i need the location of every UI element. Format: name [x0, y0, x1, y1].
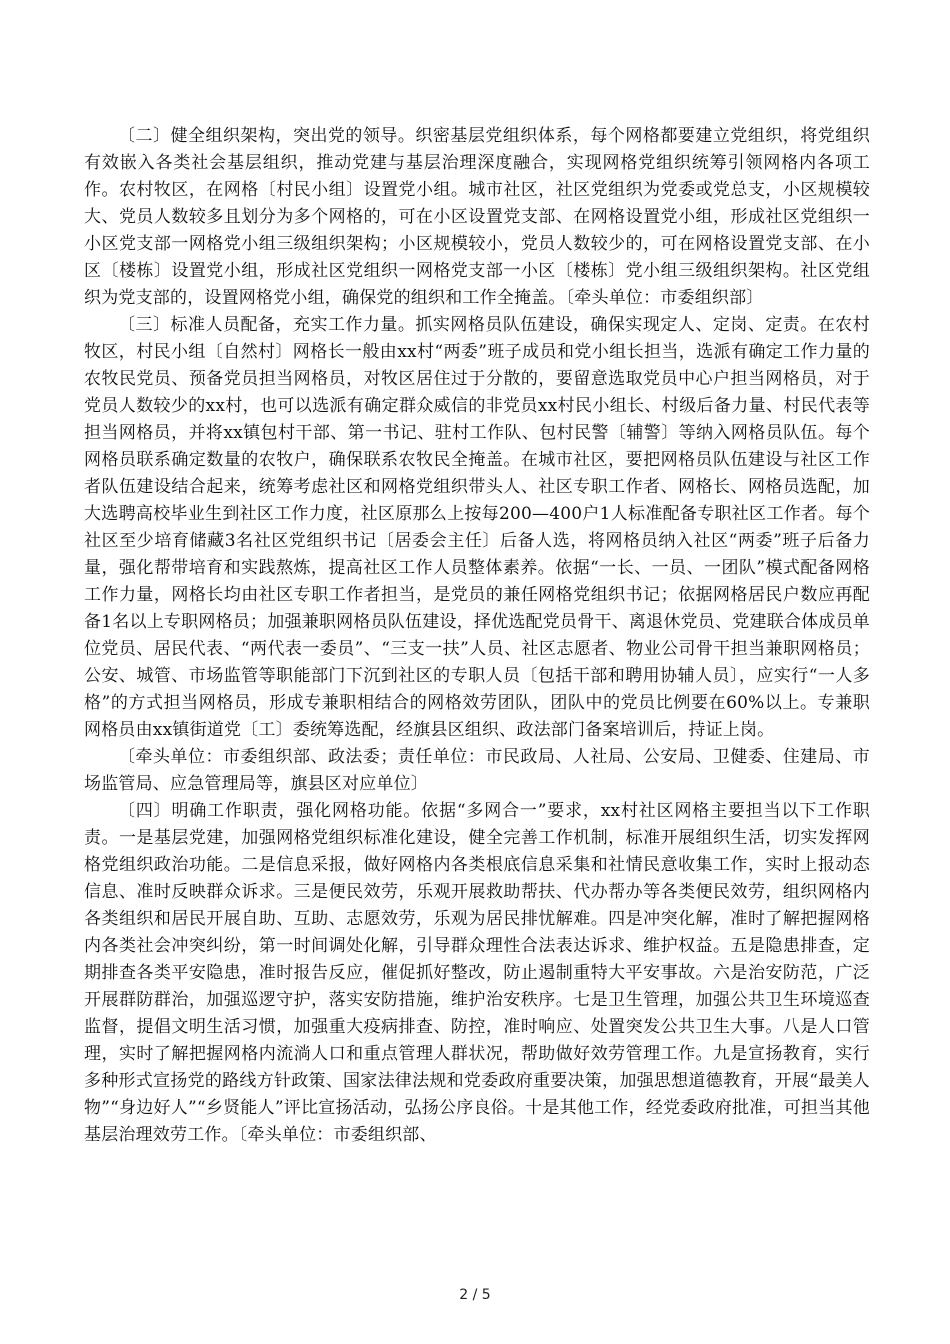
page-number: 2 / 5	[459, 1287, 491, 1303]
paragraph-duties: 〔四〕明确工作职责，强化网格功能。依据“多网合一”要求，xx村社区网格主要担当以下工作职责。一是基层党建，加强网格党组织标准化建设，健全完善工作机制，标准开展组织生活，切实发挥网格党组织政治功能。二是信息采报，做好网格内各类根底信息采集和社情民意收集工作，实时上报动态信息、准时反映群众诉求。三是便民效劳，乐观开展救助帮扶、代办帮办等各类便民效劳，组织网格内各类组织和居民开展自助、互助、志愿效劳，乐观为居民排忧解难。四是冲突化解，准时了解把握网格内各类社会冲突纠纷，第一时间调处化解，引导群众理性合法表达诉求、维护权益。五是隐患排查，定期排查各类平安隐患，准时报告反应，催促抓好整改，防止遏制重特大平安事故。六是治安防范，广泛开展群防群治，加强巡逻守护，落实安防措施，维护治安秩序。七是卫生管理，加强公共卫生环境巡查监督，提倡文明生活习惯，加强重大疫病排查、防控，准时响应、处置突发公共卫生大事。八是人口管理，实时了解把握网格内流淌人口和重点管理人群状况，帮助做好效劳管理工作。九是宣扬教育，实行多种形式宣扬党的路线方针政策、国家法律法规和党委政府重要决策，加强思想道德教育，开展“最美人物”“身边好人”“乡贤能人”评比宣扬活动，弘扬公序良俗。十是其他工作，经党委政府批准，可担当其他基层治理效劳工作。〔牵头单位：市委组织部、	[84, 801, 870, 1145]
paragraph-staffing: 〔三〕标准人员配备，充实工作力量。抓实网格员队伍建设，确保实现定人、定岗、定责。在农村牧区，村民小组〔自然村〕网格长一般由xx村“两委”班子成员和党小组长担当，选派有确定工作力量的农牧民党员、预备党员担当网格员，对牧区居住过于分散的，要留意选取党员中心户担当网格员，对于党员人数较少的xx村，也可以选派有确定群众威信的非党员xx村民小组长、村级后备力量、村民代表等担当网格员，并将xx镇包村干部、第一书记、驻村工作队、包村民警〔辅警〕等纳入网格员队伍。每个网格员联系确定数量的农牧户，确保联系农牧民全掩盖。在城市社区，要把网格员队伍建设与社区工作者队伍建设结合起来，统筹考虑社区和网格党组织带头人、社区专职工作者、网格长、网格员选配，加大选聘高校毕业生到社区工作力度，社区原那么上按每200—400户1人标准配备专职社区工作者。每个社区至少培育储藏3名社区党组织书记〔居委会主任〕后备人选，将网格员纳入社区“两委”班子后备力量，强化帮带培育和实践熬炼，提高社区工作人员整体素养。依据“一长、一员、一团队”模式配备网格工作力量，网格长均由社区专职工作者担当，是党员的兼任网格党组织书记；依据网格居民户数应再配备1名以上专职网格员；加强兼职网格员队伍建设，择优选配党员骨干、离退休党员、党建联合体成员单位党员、居民代表、“两代表一委员”、“三支一扶”人员、社区志愿者、物业公司骨干担当兼职网格员；公安、城管、市场监管等职能部门下沉到社区的专职人员〔包括干部和聘用协辅人员〕，应实行“一人多格”的方式担当网格员，形成专兼职相结合的网格效劳团队，团队中的党员比例要在60%以上。专兼职网格员由xx镇街道党〔工〕委统筹选配，经旗县区组织、政法部门备案培训后，持证上岗。	[84, 315, 870, 740]
paragraph-lead-units: 〔牵头单位：市委组织部、政法委；责任单位：市民政局、人社局、公安局、卫健委、住建局、市场监管局、应急管理局等，旗县区对应单位〕	[84, 747, 870, 794]
paragraph-organization-structure: 〔二〕健全组织架构，突出党的领导。织密基层党组织体系，每个网格都要建立党组织，将党组织有效嵌入各类社会基层组织，推动党建与基层治理深度融合，实现网格党组织统筹引领网格内各项工作。农村牧区，在网格〔村民小组〕设置党小组。城市社区，社区党组织为党委或党总支，小区规模较大、党员人数较多且划分为多个网格的，可在小区设置党支部、在网格设置党小组，形成社区党组织一小区党支部一网格党小组三级组织架构；小区规模较小，党员人数较少的，可在网格设置党支部、在小区〔楼栋〕设置党小组，形成社区党组织一网格党支部一小区〔楼栋〕党小组三级组织架构。社区党组织为党支部的，设置网格党小组，确保党的组织和工作全掩盖。〔牵头单位：市委组织部〕	[84, 126, 870, 308]
document-body	[84, 123, 870, 1149]
